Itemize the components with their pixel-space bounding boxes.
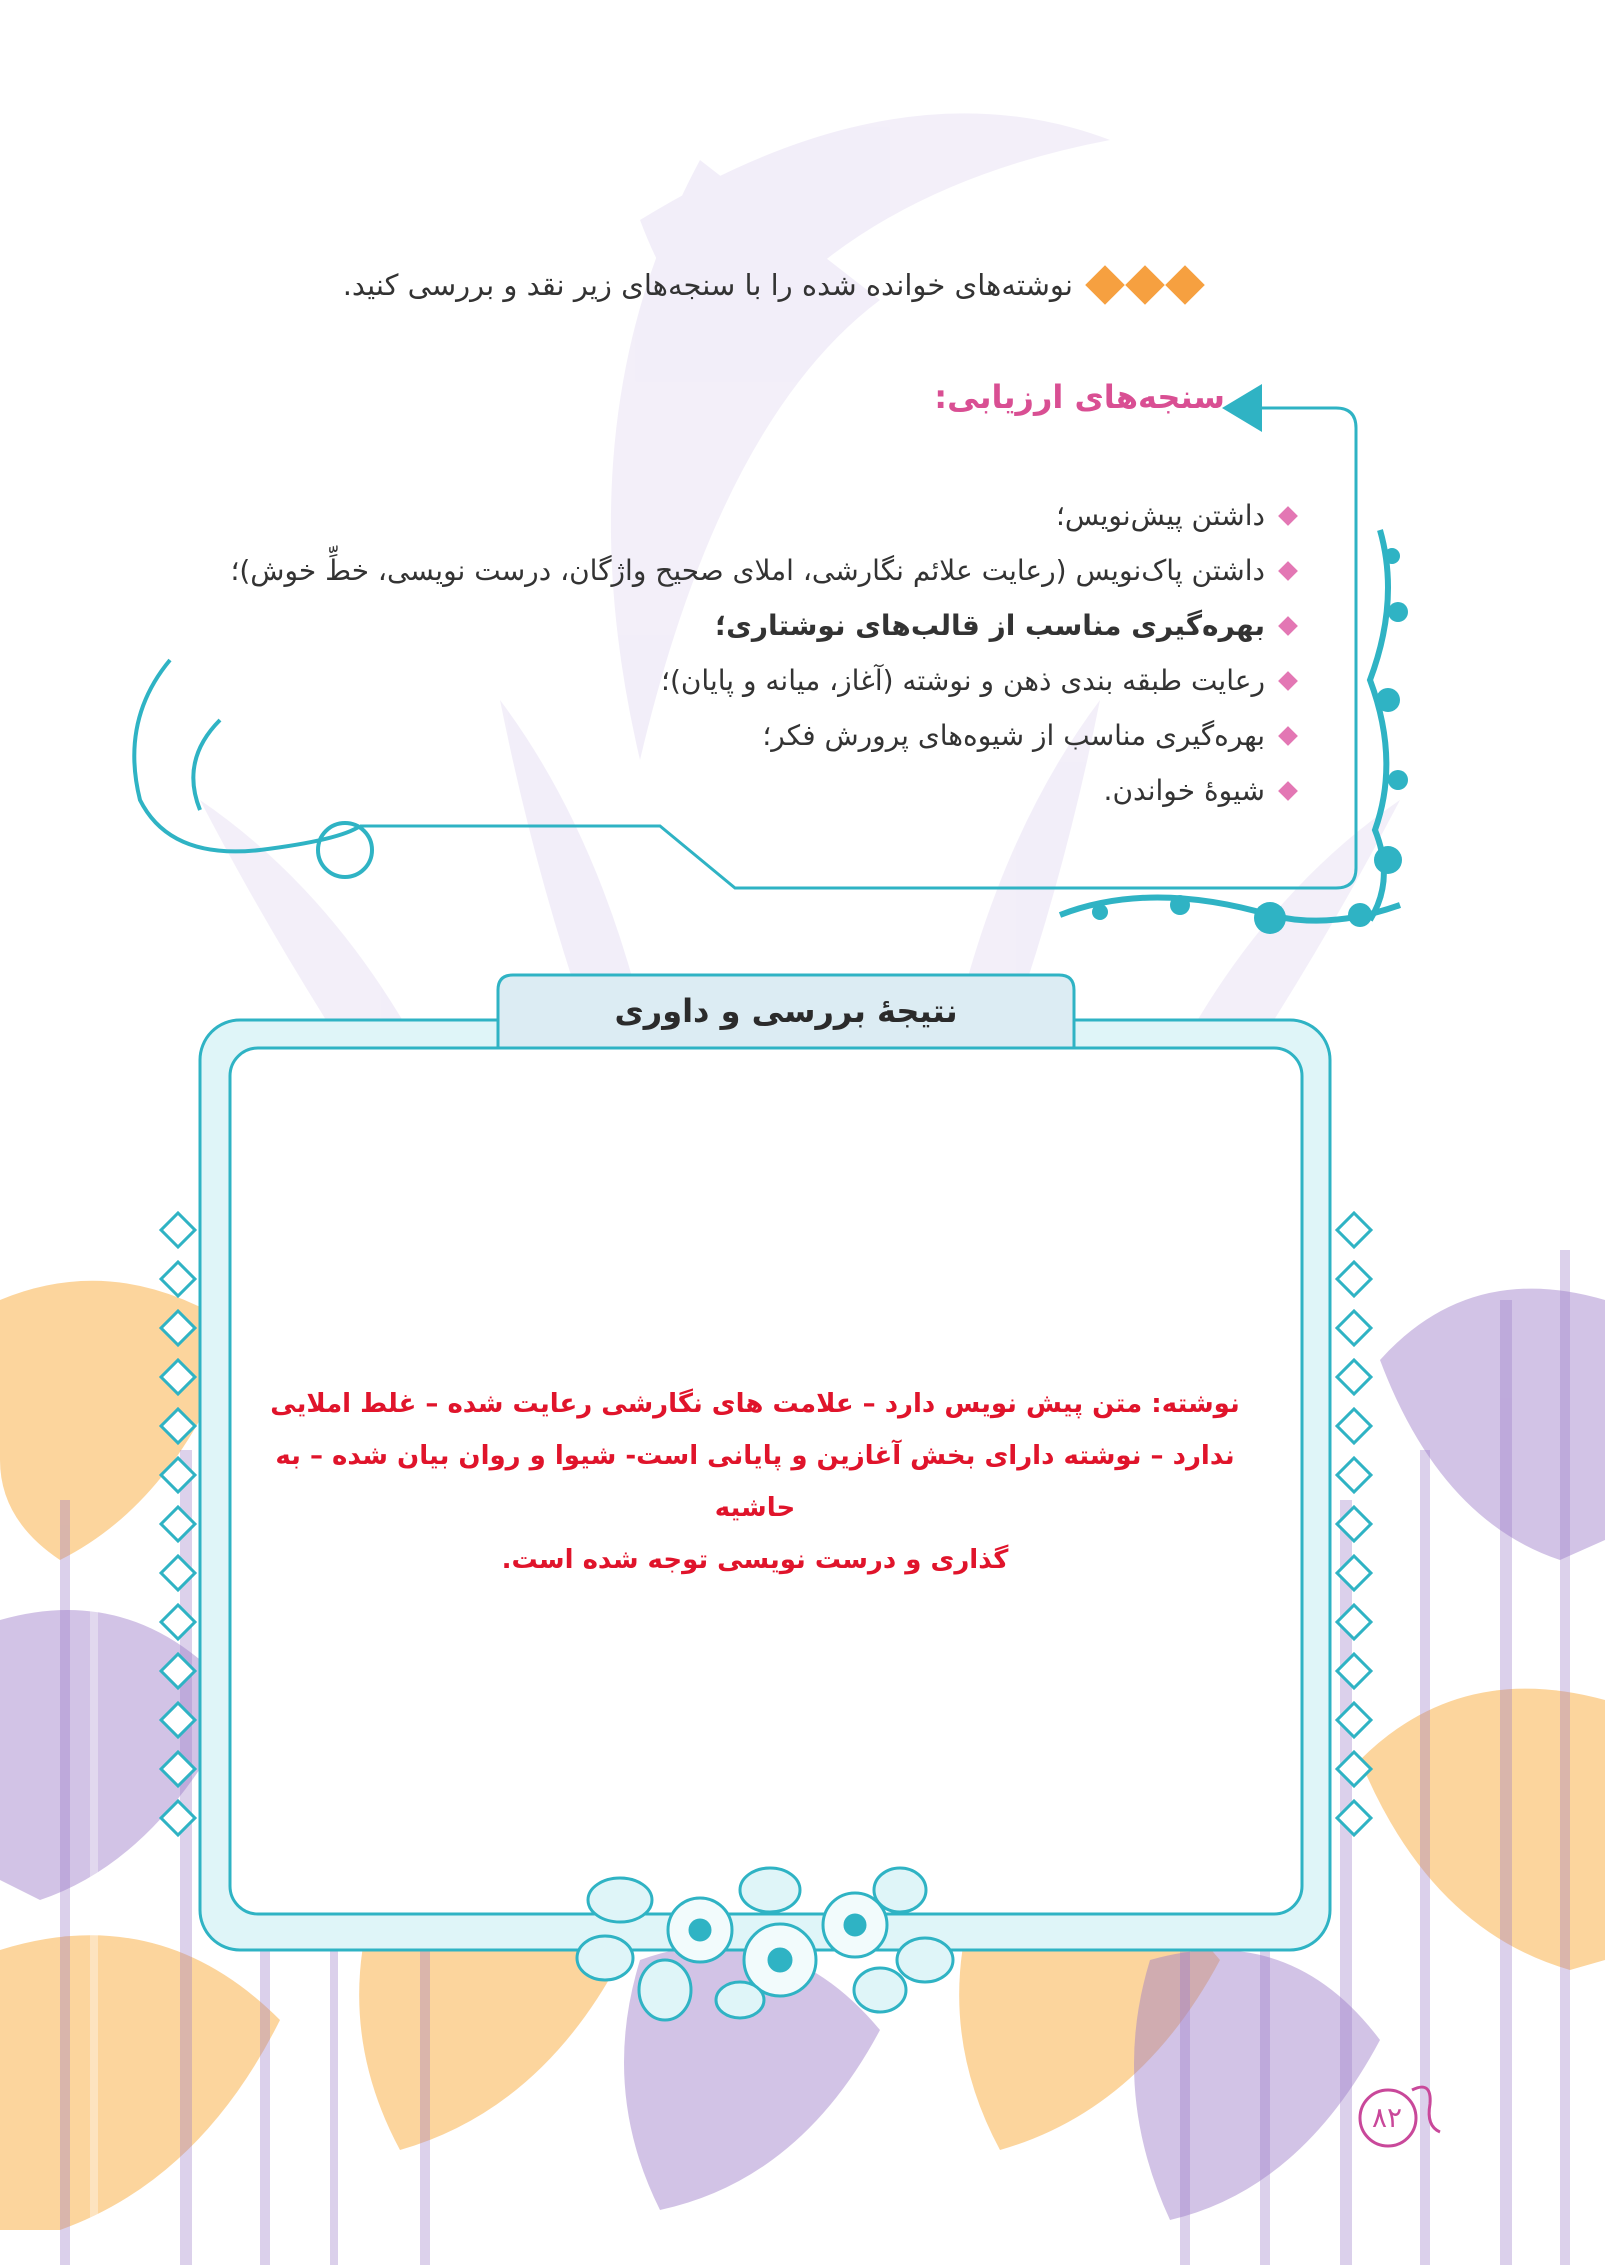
list-item <box>145 708 1295 763</box>
list-item <box>145 543 1295 598</box>
answer-line: گذاری و درست نویسی توجه شده است. <box>501 1545 1009 1575</box>
list-item-text: رعایت طبقه بندی ذهن و نوشته (آغاز، میانه و پایان)؛ <box>661 664 1265 697</box>
result-title: نتیجهٔ بررسی و داوری <box>614 992 958 1030</box>
pink-diamond-icon <box>1278 781 1298 801</box>
list-item <box>145 598 1295 653</box>
orange-diamond-icon <box>1085 265 1125 305</box>
list-item-text: بهره‌گیری مناسب از شیوه‌های پرورش فکر؛ <box>762 719 1265 752</box>
answer-text <box>240 1378 1270 1586</box>
pink-diamond-icon <box>1278 671 1298 691</box>
list-item-text: داشتن پیش‌نویس؛ <box>1056 499 1265 532</box>
instruction-bullets <box>1085 271 1205 299</box>
criteria-heading: سنجه‌های ارزیابی: <box>934 378 1225 416</box>
criteria-list <box>145 488 1295 818</box>
orange-diamond-icon <box>1125 265 1165 305</box>
list-item <box>145 763 1295 818</box>
teal-triangle-icon <box>1222 384 1262 432</box>
list-item-text: بهره‌گیری مناسب از قالب‌های نوشتاری؛ <box>714 609 1265 642</box>
list-item <box>145 653 1295 708</box>
pink-diamond-icon <box>1278 561 1298 581</box>
criteria-heading-block <box>934 378 1225 416</box>
orange-diamond-icon <box>1165 265 1205 305</box>
answer-line: ندارد – نوشته دارای بخش آغازین و پایانی است- شیوا و روان بیان شده – به حاشیه <box>275 1441 1235 1523</box>
pink-diamond-icon <box>1278 506 1298 526</box>
instruction-line <box>205 255 1205 315</box>
list-item-text: داشتن پاک‌نویس (رعایت علائم نگارشی، املای صحیح واژگان، درست نویسی، خطِّ خوش)؛ <box>230 554 1265 587</box>
answer-line: نوشته: متن پیش نویس دارد – علامت های نگارشی رعایت شده – غلط املایی <box>270 1389 1240 1419</box>
pink-diamond-icon <box>1278 726 1298 746</box>
page-number: ۸۲ <box>1371 2100 1403 2134</box>
pink-diamond-icon <box>1278 616 1298 636</box>
list-item <box>145 488 1295 543</box>
instruction-text: نوشته‌های خوانده شده را با سنجه‌های زیر نقد و بررسی کنید. <box>342 268 1073 302</box>
list-item-text: شیوهٔ خواندن. <box>1103 774 1265 807</box>
